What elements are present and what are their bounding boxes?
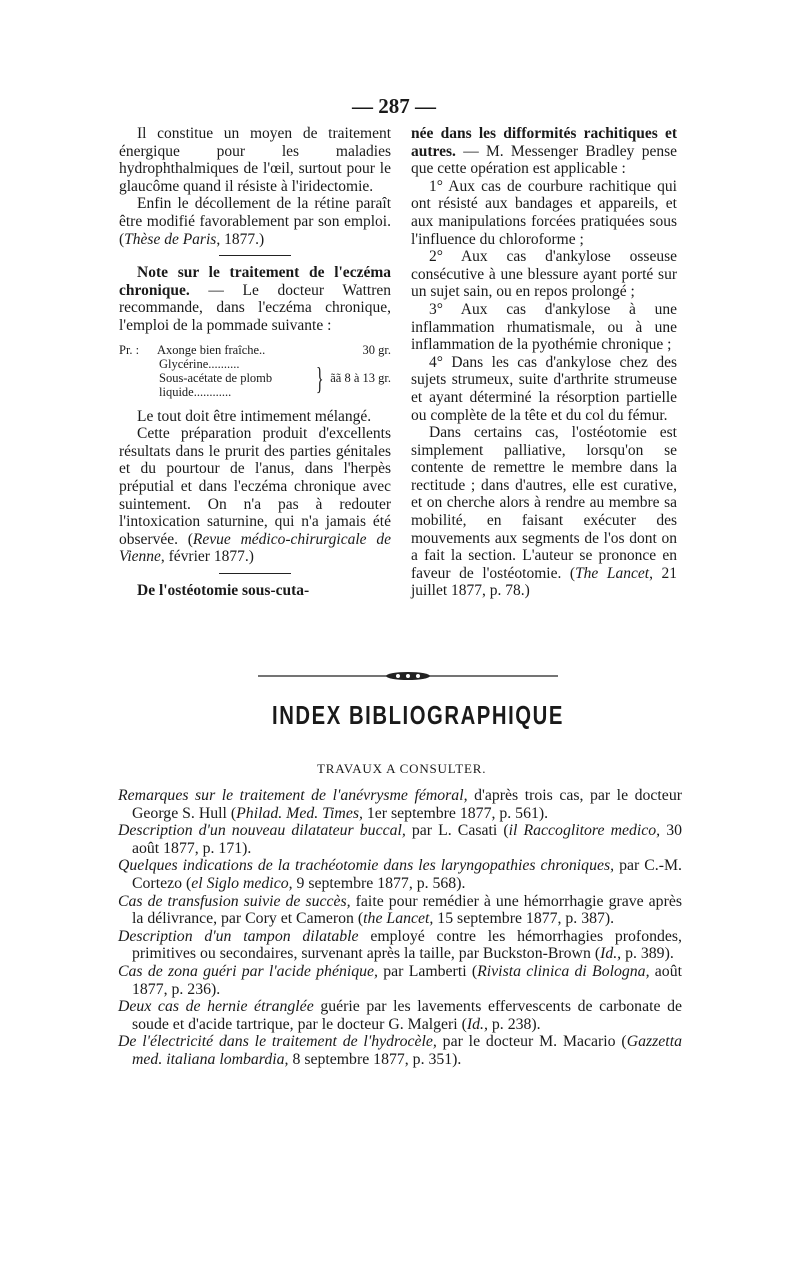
bibliography-entry: Description d'un tampon dilatable employé contre les hémorrhagies profondes, primitives ou secondaires, survenant après la taille, par Buckston-Brown (Id., p. 389). (118, 927, 682, 963)
recipe: Pr. : Axonge bien fraîche.. 30 gr. Glycérine.......... Sous-acétate de plomb liquide............ } ãã 8 à 13 gr. (119, 342, 391, 399)
paragraph: née dans les difformités rachitiques et autres. — M. Messenger Bradley pense que cette opération est applicable : (411, 125, 677, 178)
paragraph: Le tout doit être intimement mélangé. (137, 407, 372, 425)
bibliography-entry: Cas de zona guéri par l'acide phénique, par Lamberti (Rivista clinica di Bologna, août 1877, p. 236). (118, 962, 682, 998)
article-heading: Note sur le traitement de l'eczéma chronique. — Le docteur Wattren recommande, dans l'eczéma chronique, l'emploi de la pommade suivante : (119, 264, 391, 334)
section-title: INDEX BIBLIOGRAPHIQUE (272, 700, 564, 730)
list-item: 4° Dans les cas d'ankylose chez des sujets strumeux, suite d'arthrite strumeuse et ayant déterminé la résorption partielle ou complète de la tête et du col du fémur. (411, 353, 677, 424)
bibliography-entry: Cas de transfusion suivie de succès, faite pour remédier à une hémorrhagie grave après la délivrance, par Cory et Cameron (the Lancet, 15 septembre 1877, p. 387). (118, 892, 683, 928)
list-item: 1° Aux cas de courbure rachitique qui ont résisté aux bandages et appareils, et aux manipulations forcées pratiquées sous l'influence du chloroforme ; (411, 177, 677, 248)
paragraph: Dans certains cas, l'ostéotomie est simplement palliative, lorsqu'on se contente de remettre le membre dans la rectitude ; dans d'autres, elle est curative, et on cherche alors à rendre au membre sa mobilité, en faisant exécuter des mouvements aux segments de l'os dont on a fait la section. L'auteur se prononce en faveur de l'ostéotomie. (The Lancet, 21 juillet 1877, p. 78.) (411, 424, 677, 600)
right-column (411, 125, 677, 600)
bibliography-entry: Quelques indications de la trachéotomie dans les laryngopathies chroniques, par C.-M. Cortezo (el Siglo medico, 9 septembre 1877, p. 568). (118, 857, 682, 892)
article-heading: De l'ostéotomie sous-cuta- (137, 581, 310, 599)
bibliography-entry: Description d'un nouveau dilatateur buccal, par L. Casati (il Raccoglitore medico, 30 août 1877, p. 171). (118, 822, 683, 857)
bibliography-list (118, 787, 682, 1069)
ornament-divider (258, 669, 558, 683)
brace-icon: } (315, 359, 324, 396)
bibliography-entry: Remarques sur le traitement de l'anévrysme fémoral, d'après trois cas, par le docteur George S. Hull (Philad. Med. Times, 1er septembre 1877, p. 561). (118, 787, 682, 822)
divider (219, 573, 291, 574)
paragraph: Cette préparation produit d'excellents résultats dans le prurit des parties génitales et du pourtour de l'anus, dans l'herpès préputial et dans l'eczéma chronique avec suintement. On n'a pas à redouter l'intoxication saturnine, qui n'a jamais été observée. (Revue médico-chirurgicale de Vienne, février 1877.) (119, 425, 391, 566)
paragraph: Il constitue un moyen de traitement énergique pour les maladies hydrophthalmiques de l'œil, surtout pour le glaucôme quand il résiste à l'iridectomie. (119, 125, 391, 195)
list-item: 3° Aux cas d'ankylose à une inflammation rhumatismale, ou à une inflammation de la pyothémie chronique ; (411, 300, 677, 354)
list-item: 2° Aux cas d'ankylose osseuse consécutive à une blessure ayant porté sur un sujet sain, ou en repos prolongé ; (411, 248, 677, 301)
section-subtitle: TRAVAUX A CONSULTER. (317, 761, 487, 776)
page-number: — 287 — (352, 94, 436, 118)
paragraph: Enfin le décollement de la rétine paraît être modifié favorablement par son emploi. (Thèse de Paris, 1877.) (119, 195, 391, 248)
left-column (119, 125, 391, 599)
divider (219, 255, 291, 256)
bibliography-entry: Deux cas de hernie étranglée guérie par les lavements effervescents de carbonate de soude et d'acide tartrique, par le docteur G. Malgeri (Id., p. 238). (118, 998, 682, 1033)
bibliography-entry: De l'électricité dans le traitement de l'hydrocèle, par le docteur M. Macario (Gazzetta med. italiana lombardia, 8 septembre 1877, p. 351). (118, 1033, 682, 1068)
